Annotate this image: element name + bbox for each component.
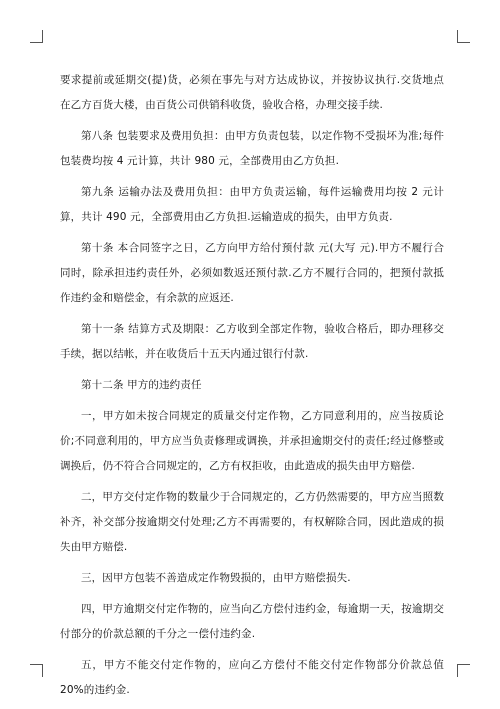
paragraph-article-12-heading: 第十二条 甲方的违约责任 [81, 379, 202, 391]
paragraph-clause-5: 五，甲方不能交付定作物的，应向乙方偿付不能交付定作物部分价款总值 20%的违约金. [60, 659, 444, 696]
crop-mark-top-left [30, 30, 43, 43]
paragraph-clause-4: 四，甲方逾期交付定作物的，应当向乙方偿付违约金，每逾期一天，按逾期交付部分的价款总额的千分之一偿付违约金. [60, 603, 444, 640]
crop-mark-bottom-right [457, 664, 470, 677]
paragraph-clause-3: 三，因甲方包装不善造成定作物毁损的，由甲方赔偿损失. [81, 572, 351, 584]
document-body [60, 68, 444, 709]
paragraph-article-8: 第八条 包装要求及费用负担：由甲方负责包装，以定作物不受损坏为准;每件包装费均按 4 元计算，共计 980 元，全部费用由乙方负担. [60, 130, 444, 167]
paragraph-article-10: 第十条 本合同签字之日，乙方向甲方给付预付款 元(大写 元).甲方不履行合同时，除承担违约责任外，必须如数返还预付款.乙方不履行合同的，把预付款抵作违约金和赔偿金，有余款的应返还. [60, 242, 444, 304]
crop-mark-bottom-left [30, 664, 43, 677]
paragraph-clause-1: 一，甲方如未按合同规定的质量交付定作物，乙方同意利用的，应当按质论价;不同意利用的，甲方应当负责修理或调换，并承担逾期交付的责任;经过修整或调换后，仍不符合合同规定的，乙方有权拒收，由此造成的损失由甲方赔偿. [60, 410, 444, 472]
crop-mark-top-right [457, 30, 470, 43]
paragraph-clause-2: 二，甲方交付定作物的数量少于合同规定的，乙方仍然需要的，甲方应当照数补齐，补交部分按逾期交付处理;乙方不再需要的，有权解除合同，因此造成的损失由甲方赔偿. [60, 491, 444, 553]
paragraph-article-9: 第九条 运输办法及费用负担：由甲方负责运输，每件运输费用均按 2 元计算，共计 490 元，全部费用由乙方负担.运输造成的损失，由甲方负责. [60, 186, 444, 223]
paragraph-article-11: 第十一条 结算方式及期限：乙方收到全部定作物，验收合格后，即办理移交手续，据以结帐，并在收货后十五天内通过银行付款. [60, 323, 444, 360]
paragraph-delivery-location: 要求提前或延期交(提)货，必须在事先与对方达成协议，并按协议执行.交货地点在乙方百货大楼，由百货公司供销科收货，验收合格，办理交接手续. [60, 74, 444, 111]
